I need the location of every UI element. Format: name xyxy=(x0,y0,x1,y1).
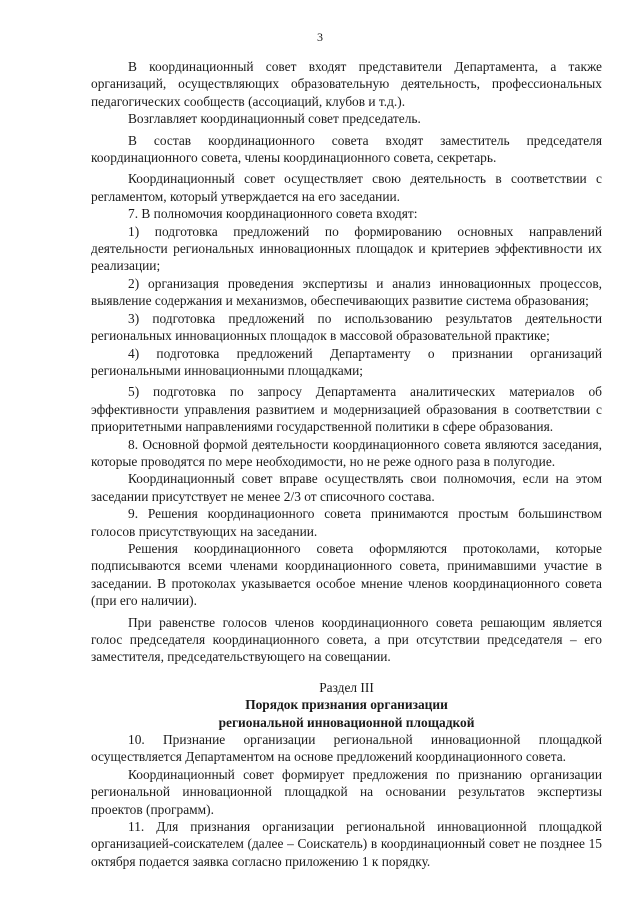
paragraph: Координационный совет вправе осуществлять свои полномочия, если на этом заседании присутствует не менее 2/3 от списочного состава. xyxy=(91,471,602,504)
paragraph: 11. Для признания организации региональной инновационной площадкой организацией-соискателем (далее – Соискатель) в координационный совет не позднее 15 октября подается заявка согласно приложению 1 к порядку. xyxy=(91,819,602,869)
paragraph: Координационный совет осуществляет свою деятельность в соответствии с регламентом, который утверждается на его заседании. xyxy=(91,171,602,204)
paragraph: Возглавляет координационный совет председатель. xyxy=(128,111,421,127)
paragraph: При равенстве голосов членов координационного совета решающим является голос председателя координационного совета, а при отсутствии председателя – его заместителя, председательствующего на совещании. xyxy=(91,614,602,665)
paragraph: 5) подготовка по запросу Департамента аналитических материалов об эффективности управления развитием и модернизацией образования в соответствии с приоритетными направлениями государственной политики в сфере образования. xyxy=(91,384,602,435)
page-number: 3 xyxy=(317,30,323,44)
section-title-line-1: Порядок признания организации xyxy=(245,697,448,713)
paragraph: В состав координационного совета входят заместитель председателя координационного совета, члены координационного совета, секретарь. xyxy=(91,132,602,166)
section-heading xyxy=(91,679,602,731)
paragraph: Координационный совет формирует предложения по признанию организации региональной инновационной площадкой на основании результатов экспертизы проектов (программ). xyxy=(91,766,602,817)
paragraph: 3) подготовка предложений по использованию результатов деятельности региональных инновационных площадок в массовой образовательной практике; xyxy=(91,310,602,344)
paragraph: 1) подготовка предложений по формированию основных направлений деятельности региональных инновационных площадок и критериев эффективности их реализации; xyxy=(91,223,602,274)
section-title-line-2: региональной инновационной площадкой xyxy=(218,714,475,730)
paragraph: 7. В полномочия координационного совета входят: xyxy=(128,206,418,222)
section-number: Раздел III xyxy=(319,679,374,695)
paragraph: 9. Решения координационного совета принимаются простым большинством голосов присутствующих на заседании. xyxy=(91,506,602,539)
paragraph: 2) организация проведения экспертизы и анализ инновационных процессов, выявление содержания и механизмов, обеспечивающих развитие система образования; xyxy=(91,275,602,309)
paragraph: 4) подготовка предложений Департаменту о признании организаций региональными инновационными площадками; xyxy=(91,345,602,378)
paragraph: 10. Признание организации региональной инновационной площадкой осуществляется Департаментом на основе предложений координационного совета. xyxy=(91,732,602,765)
paragraph: В координационный совет входят представители Департамента, а также организаций, осуществляющих образовательную деятельность, профессиональных педагогических сообществ (ассоциаций, клубов и т.д.). xyxy=(91,59,602,109)
paragraph: Решения координационного совета оформляются протоколами, которые подписываются всеми членами координационного совета, принимавшими участие в заседании. В протоколах указывается особое мнение членов координационного совета (при его наличии). xyxy=(91,540,602,609)
paragraph: 8. Основной формой деятельности координационного совета являются заседания, которые проводятся по мере необходимости, но не реже одного раза в полугодие. xyxy=(91,436,602,469)
document-body xyxy=(91,58,602,870)
